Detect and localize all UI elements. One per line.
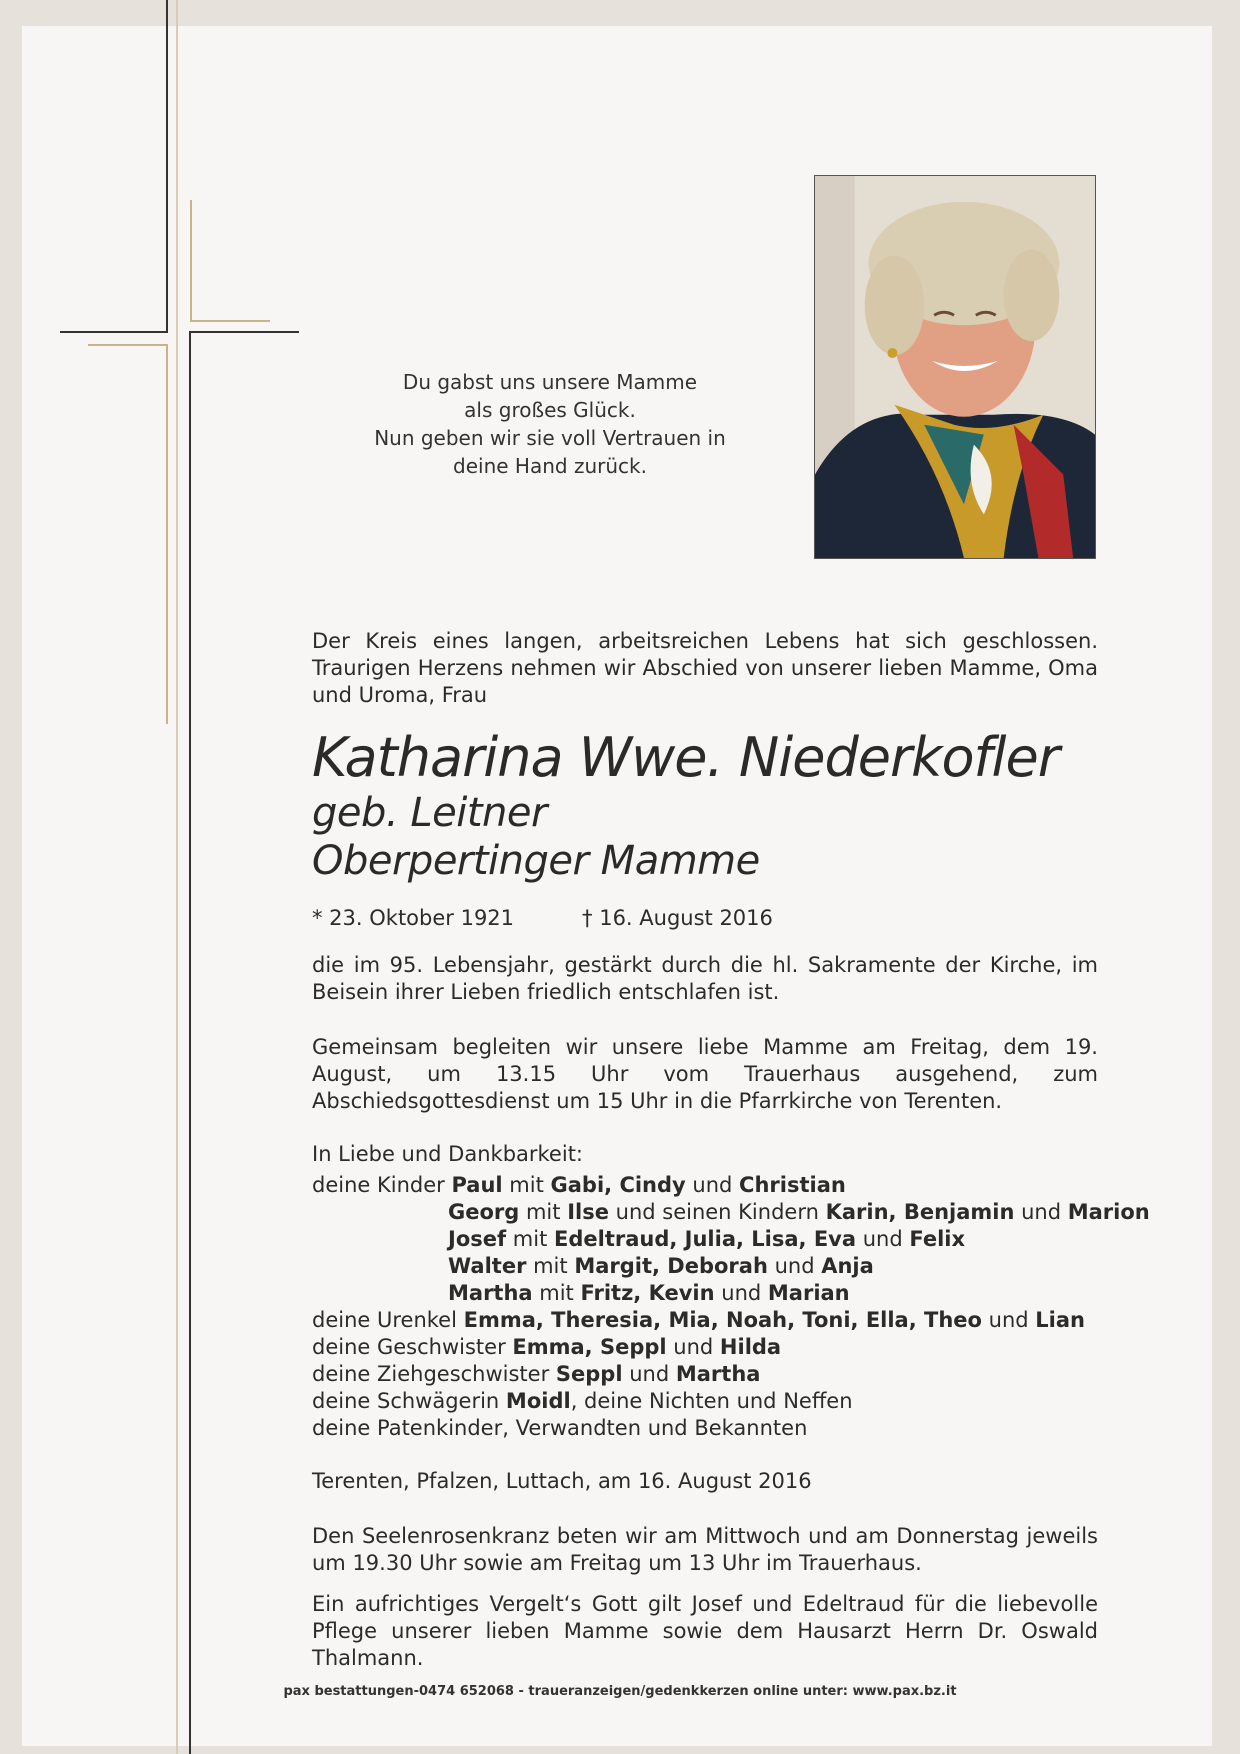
memorial-quote: [350, 368, 750, 480]
thanks-note: Ein aufrichtiges Vergelt‘s Gott gilt Josef und Edeltraud für die liebevolle Pflege unserer lieben Mamme sowie dem Hausarzt Herrn Dr. Oswald Thalmann.: [312, 1592, 1098, 1670]
mourners-heading: In Liebe und Dankbarkeit:: [312, 1142, 584, 1166]
list-item: deine Schwägerin Moidl, deine Nichten und Neffen: [312, 1389, 853, 1413]
death-date: † 16. August 2016: [582, 906, 773, 930]
list-item: deine Urenkel Emma, Theresia, Mia, Noah, Toni, Ella, Theo und Lian: [312, 1308, 1085, 1332]
list-item: Josef mit Edeltraud, Julia, Lisa, Eva und Felix: [448, 1227, 966, 1251]
quote-line: deine Hand zurück.: [453, 454, 647, 478]
list-item: deine Patenkinder, Verwandten und Bekannten: [312, 1416, 808, 1440]
intro-text: Der Kreis eines langen, arbeitsreichen Lebens hat sich geschlossen. Traurigen Herzens nehmen wir Abschied von unserer lieben Mamme, Oma und Uroma, Frau: [312, 629, 1098, 707]
funeral-info: Gemeinsam begleiten wir unsere liebe Mamme am Freitag, dem 19. August, um 13.15 Uhr vom Trauerhaus ausgehend, zum Abschiedsgottesdienst um 15 Uhr in die Pfarrkirche von Terenten.: [312, 1035, 1098, 1113]
birth-date: * 23. Oktober 1921: [312, 906, 515, 930]
cross-horizontal-dark-right: [189, 331, 299, 333]
place-date: Terenten, Pfalzen, Luttach, am 16. August 2016: [312, 1469, 812, 1493]
life-dates: [312, 905, 1098, 932]
list-item: Martha mit Fritz, Kevin und Marian: [448, 1281, 850, 1305]
cross-horizontal-gold: [192, 320, 270, 322]
portrait-photo: [814, 175, 1096, 559]
list-item: deine Geschwister Emma, Seppl und Hilda: [312, 1335, 782, 1359]
cross-vertical-gold-upper: [190, 200, 192, 322]
cross-horizontal-gold-left: [88, 344, 166, 346]
footer-contact: pax bestattungen-0474 652068 - traueranzeigen/gedenkkerzen online unter: www.pax.bz.it: [283, 1684, 957, 1699]
cross-vertical-dark: [166, 0, 168, 332]
list-item: Walter mit Margit, Deborah und Anja: [448, 1254, 874, 1278]
birth-name: geb. Leitner: [312, 790, 547, 836]
left-edge-gold: [176, 0, 178, 1754]
quote-line: Du gabst uns unsere Mamme: [402, 370, 698, 394]
rosary-info: Den Seelenrosenkranz beten wir am Mittwoch und am Donnerstag jeweils um 19.30 Uhr sowie am Freitag um 13 Uhr im Trauerhaus.: [312, 1524, 1098, 1575]
death-note: die im 95. Lebensjahr, gestärkt durch die hl. Sakramente der Kirche, im Beisein ihrer Lieben friedlich entschlafen ist.: [312, 953, 1098, 1004]
house-name: Oberpertinger Mamme: [312, 838, 760, 884]
quote-line: als großes Glück.: [464, 398, 636, 422]
list-item: deine Kinder Paul mit Gabi, Cindy und Christian: [312, 1173, 846, 1197]
cross-horizontal-dark-left: [60, 331, 168, 333]
cross-vertical-gold-lower: [166, 344, 168, 724]
mourners-list: [312, 1172, 1150, 1442]
obituary-body: [312, 628, 1150, 1672]
list-item: Georg mit Ilse und seinen Kindern Karin, Benjamin und Marion: [448, 1200, 1150, 1224]
quote-line: Nun geben wir sie voll Vertrauen in: [374, 426, 726, 450]
list-item: deine Ziehgeschwister Seppl und Martha: [312, 1362, 761, 1386]
cross-vertical-dark-lower: [189, 332, 191, 1754]
deceased-name: Katharina Wwe. Niederkofler: [312, 726, 1059, 789]
